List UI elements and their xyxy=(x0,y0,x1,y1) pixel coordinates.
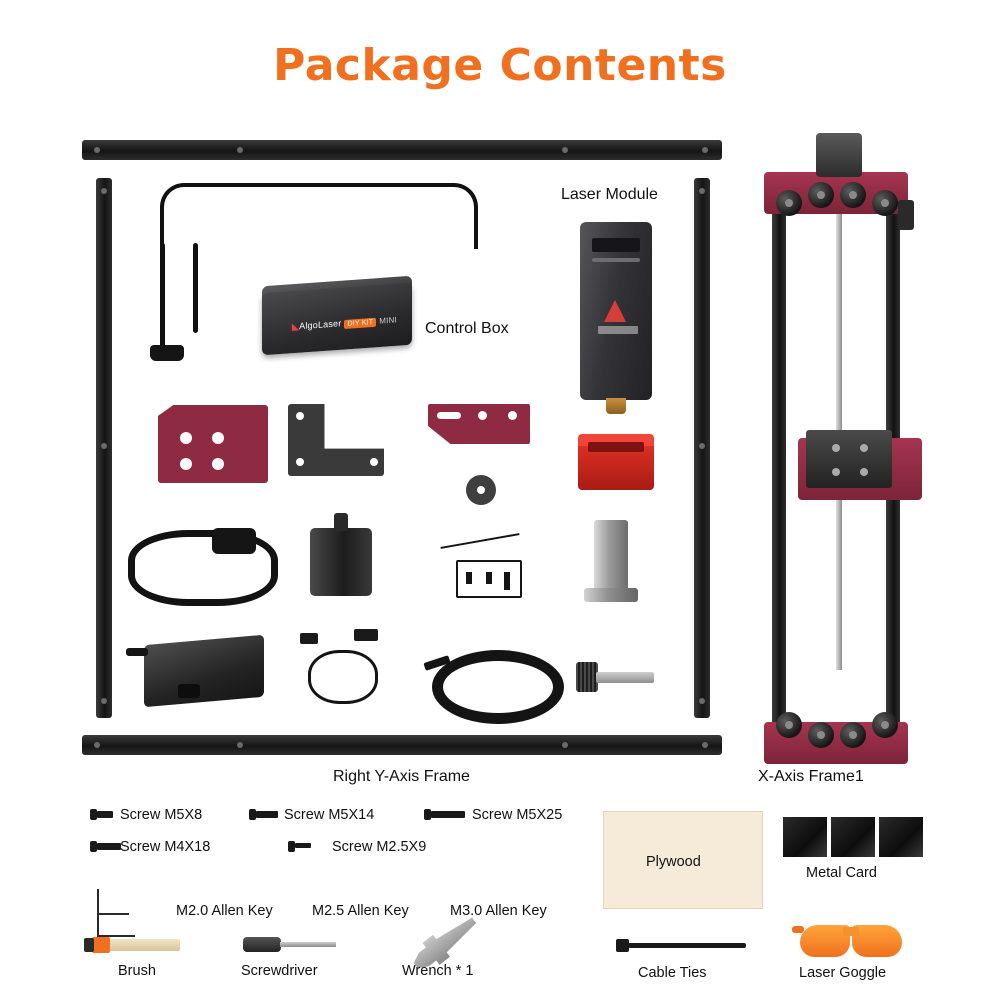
limit-switch-pin-1 xyxy=(466,572,472,584)
extra-label-laser-goggle: Laser Goggle xyxy=(799,965,887,981)
wire-harness-drop xyxy=(193,243,198,333)
wire-harness-lead xyxy=(160,243,165,353)
red-enclosure-inner xyxy=(588,442,644,452)
bottom-wheel-4 xyxy=(872,712,898,738)
left-vertical-rail xyxy=(96,178,112,718)
label-control-box: Control Box xyxy=(425,320,509,337)
extra-label-plywood: Plywood xyxy=(646,854,701,870)
carriage-hole-3 xyxy=(832,468,840,476)
tool-label-1: Screwdriver xyxy=(241,963,318,979)
bottom-wheel-1 xyxy=(776,712,802,738)
brush-icon-bristles xyxy=(84,938,94,952)
brand-mark: ◣ xyxy=(292,321,300,332)
tool-label-0: Brush xyxy=(118,963,156,979)
screw-label-2: Screw M5X25 xyxy=(472,807,563,823)
label-laser-module: Laser Module xyxy=(561,186,658,203)
screw-label-4: Screw M2.5X9 xyxy=(332,839,427,855)
top-y-axis-rail xyxy=(82,140,722,160)
power-adapter xyxy=(144,635,264,707)
allen-key-label-0: M2.0 Allen Key xyxy=(176,903,273,919)
cable-tie-strap xyxy=(628,943,746,948)
eccentric-nut-hole xyxy=(477,486,485,494)
laser-module-nozzle xyxy=(606,398,626,414)
brush-icon-ferrule xyxy=(92,937,110,953)
carriage-hole-2 xyxy=(860,444,868,452)
screw-icon-m5x8-head xyxy=(90,809,97,820)
l-bracket-hole-3 xyxy=(296,458,304,466)
l-bracket-hole-4 xyxy=(370,458,378,466)
wire-harness-foot xyxy=(150,345,184,361)
maroon-plate-hole-1 xyxy=(180,432,192,444)
maroon-mount-plate xyxy=(158,405,268,483)
laser-module-brandtext xyxy=(598,326,638,334)
carriage-hole-4 xyxy=(860,468,868,476)
bottom-wheel-3 xyxy=(840,722,866,748)
screwdriver-icon-shaft xyxy=(280,942,336,947)
carriage-hole-1 xyxy=(832,444,840,452)
limit-switch-pin-2 xyxy=(486,572,492,584)
limit-switch-lever xyxy=(440,533,519,549)
screw-icon-m5x8 xyxy=(97,811,113,818)
flat-plate-slot xyxy=(437,412,461,419)
screw-icon-m5x25-head xyxy=(424,809,431,820)
extra-label-metal-card: Metal Card xyxy=(806,865,877,881)
top-wheel-4 xyxy=(872,190,898,216)
stepper-motor xyxy=(310,528,372,596)
timing-belt xyxy=(432,650,564,724)
metal-card-3 xyxy=(879,817,923,857)
flat-plate-hole-2 xyxy=(508,411,517,420)
screw-label-3: Screw M4X18 xyxy=(120,839,211,855)
allen-key-icon-1 xyxy=(97,911,135,937)
laser-goggle-right-lens xyxy=(852,925,902,957)
laser-module-vent xyxy=(592,238,640,252)
bottom-y-axis-rail xyxy=(82,735,722,755)
l-bracket-hole-1 xyxy=(296,412,304,420)
screw-label-0: Screw M5X8 xyxy=(120,807,203,823)
brand-name: AlgoLaser xyxy=(299,318,342,332)
power-adapter-jack xyxy=(126,648,148,656)
top-wheel-3 xyxy=(840,182,866,208)
parts-list xyxy=(0,793,1000,1000)
screw-icon-m5x25 xyxy=(431,811,465,818)
stepper-motor-shaft xyxy=(334,513,348,531)
screw-label-1: Screw M5X14 xyxy=(284,807,375,823)
right-vertical-rail xyxy=(694,178,710,718)
laser-module-strip xyxy=(592,258,640,262)
usb-connector-b xyxy=(354,629,378,641)
brand-tag: DIY KIT xyxy=(344,318,376,329)
usb-cable xyxy=(308,650,378,704)
extra-label-cable-ties: Cable Ties xyxy=(638,965,707,981)
metal-cylinder xyxy=(594,520,628,592)
screw-icon-m4x18-head xyxy=(90,841,97,852)
knurled-knob xyxy=(576,662,598,692)
screw-icon-m5x14-head xyxy=(249,809,256,820)
bottom-wheel-2 xyxy=(808,722,834,748)
metal-cylinder-base xyxy=(584,588,638,602)
knurled-knob-rod xyxy=(596,672,654,683)
brush-icon-handle xyxy=(108,939,180,951)
screw-icon-m4x18 xyxy=(97,843,121,850)
top-wheel-2 xyxy=(808,182,834,208)
x-axis-side-connector xyxy=(898,200,914,230)
x-axis-vertical-rail-left xyxy=(772,200,786,730)
metal-card-1 xyxy=(783,817,827,857)
allen-key-label-1: M2.5 Allen Key xyxy=(312,903,409,919)
maroon-plate-hole-2 xyxy=(212,432,224,444)
maroon-plate-hole-3 xyxy=(180,458,192,470)
page-title: Package Contents xyxy=(273,40,727,91)
screw-icon-m5x14 xyxy=(256,811,278,818)
label-right-y-axis-frame: Right Y-Axis Frame xyxy=(333,768,470,785)
laser-goggle-temple xyxy=(792,926,804,933)
top-wheel-1 xyxy=(776,190,802,216)
maroon-plate-hole-4 xyxy=(212,458,224,470)
metal-card-2 xyxy=(831,817,875,857)
limit-switch-pin-3 xyxy=(504,572,510,590)
label-x-axis-frame: X-Axis Frame1 xyxy=(758,768,864,785)
allen-key-label-2: M3.0 Allen Key xyxy=(450,903,547,919)
screwdriver-icon-handle xyxy=(243,937,281,952)
x-axis-motor xyxy=(816,133,862,177)
l-bracket-hole-2 xyxy=(370,412,378,420)
flat-plate-hole-1 xyxy=(478,411,487,420)
power-plug xyxy=(212,528,256,554)
wire-harness xyxy=(160,183,478,249)
x-axis-carriage-dark xyxy=(806,430,892,488)
usb-connector-a xyxy=(300,633,318,644)
laser-goggle-bridge xyxy=(843,927,859,936)
brand-variant: MINI xyxy=(379,315,397,326)
screw-icon-m25x9-head xyxy=(288,841,295,852)
power-adapter-socket xyxy=(178,684,200,698)
screw-icon-m25x9 xyxy=(295,843,311,848)
maroon-flat-plate xyxy=(428,404,530,444)
tool-label-2: Wrench * 1 xyxy=(402,963,474,979)
